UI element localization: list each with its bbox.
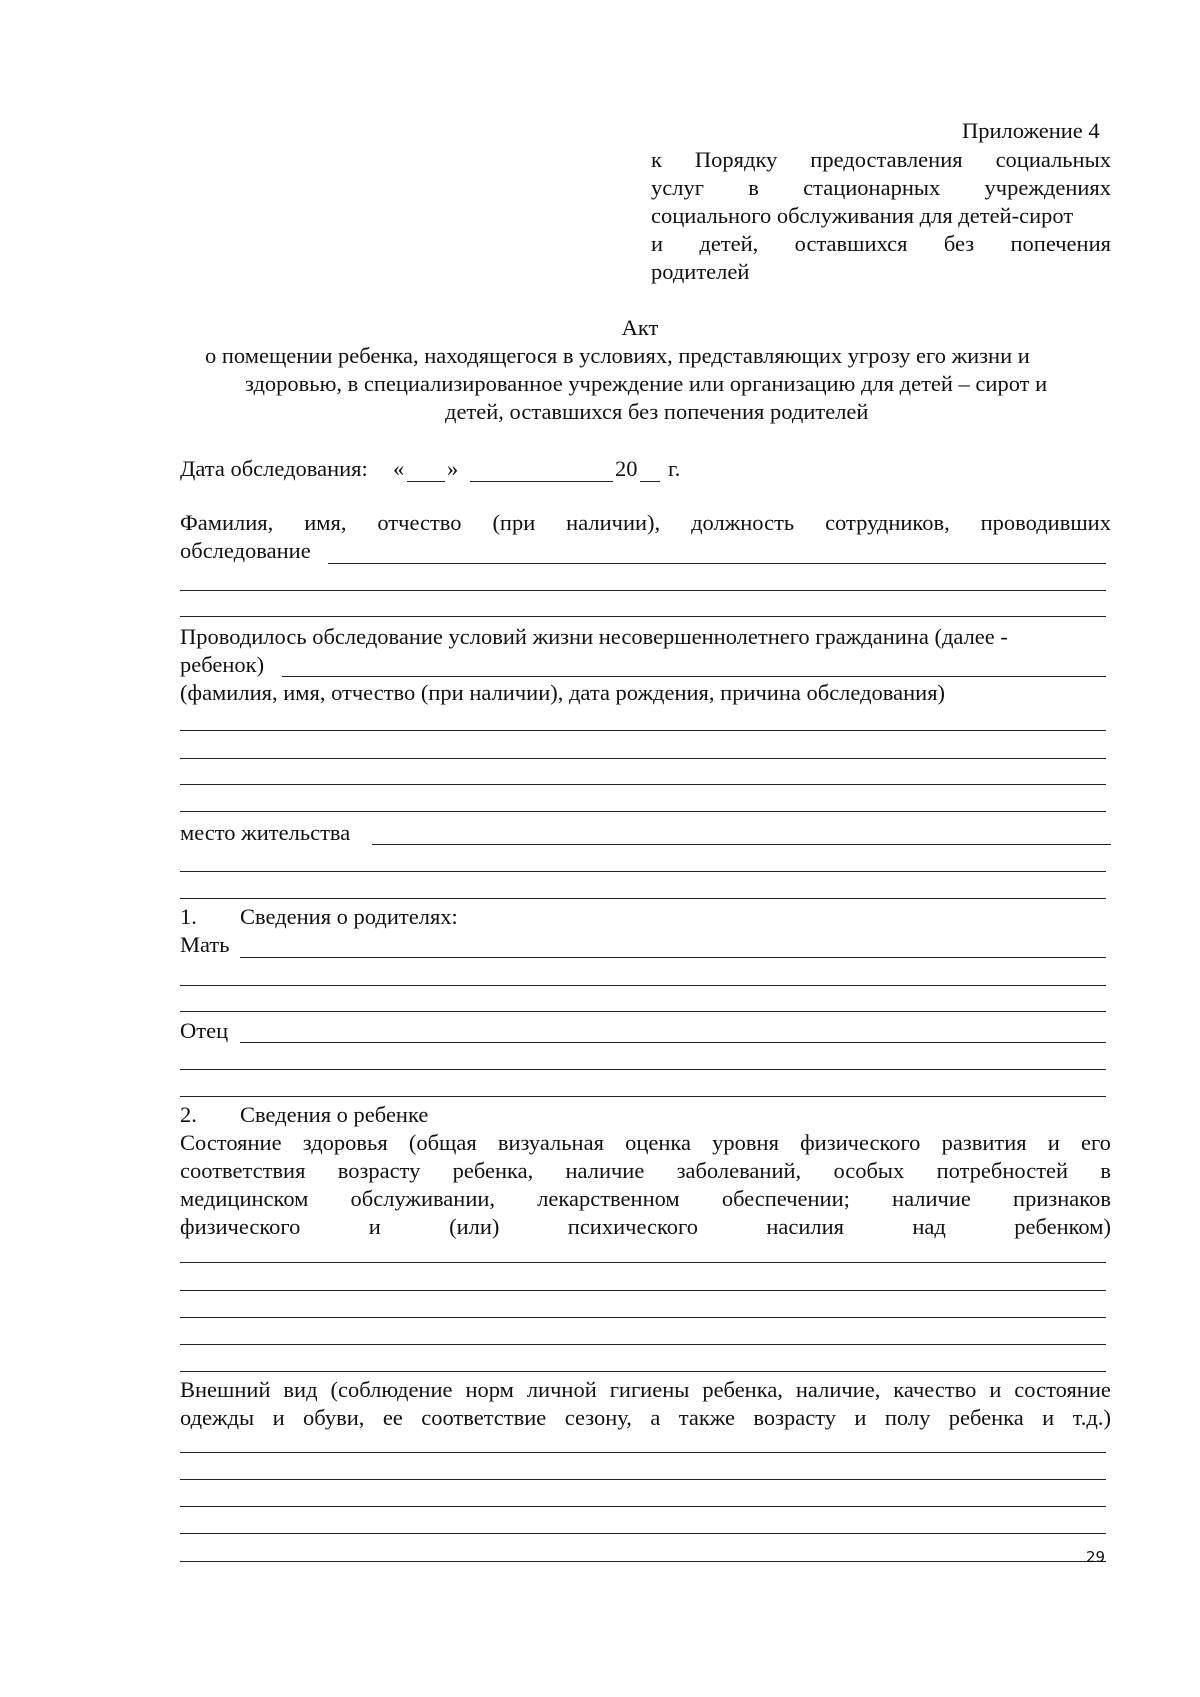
word: особых — [833, 1158, 905, 1183]
residence-blank[interactable] — [180, 898, 1106, 899]
staff-label-cont: обследование — [180, 538, 311, 563]
appearance-label — [180, 1379, 1111, 1402]
appendix-ref-line — [651, 233, 1111, 256]
child-hint: (фамилия, имя, отчество (при наличии), дата рождения, причина обследования) — [180, 680, 946, 705]
word: социальных — [995, 147, 1111, 172]
word: наличие, — [795, 1377, 881, 1402]
residence-blank[interactable] — [180, 871, 1106, 872]
page-number: 29 — [1086, 1548, 1106, 1566]
appendix-ref-line: родителей — [651, 259, 750, 284]
father-blank[interactable] — [240, 1042, 1106, 1043]
child-blank[interactable] — [180, 730, 1106, 731]
word: Фамилия, — [180, 510, 274, 535]
staff-blank[interactable] — [328, 563, 1106, 564]
word: развития — [941, 1130, 1027, 1155]
word: и — [1047, 1130, 1060, 1155]
month-blank[interactable] — [470, 481, 613, 482]
word: и — [989, 1377, 1002, 1402]
father-blank[interactable] — [180, 1069, 1106, 1070]
word: сотрудников, — [825, 510, 950, 535]
appearance-label — [180, 1407, 1111, 1430]
word: стационарных — [803, 175, 941, 200]
close-quote: » — [447, 456, 459, 481]
word: обслуживании, — [350, 1186, 496, 1211]
health-label — [180, 1188, 1111, 1211]
word: без — [943, 231, 975, 256]
word: проводивших — [980, 510, 1111, 535]
word: потребностей — [936, 1158, 1069, 1183]
word: (соблюдение — [330, 1377, 453, 1402]
residence-blank[interactable] — [372, 844, 1111, 845]
word: отчество — [377, 510, 462, 535]
child-label: Проводилось обследование условий жизни несовершеннолетнего гражданина (далее - — [180, 624, 1008, 649]
document-subtitle: о помещении ребенка, находящегося в условиях, представляющих угрозу его жизни и — [205, 343, 1030, 368]
word: вид — [283, 1377, 318, 1402]
word: медицинском — [180, 1186, 309, 1211]
word: здоровья — [302, 1130, 388, 1155]
word: и — [368, 1214, 381, 1239]
word: обуви, — [303, 1405, 365, 1430]
word: ребенка, — [702, 1377, 783, 1402]
mother-blank[interactable] — [180, 1011, 1106, 1012]
appendix-ref-line — [651, 177, 1111, 200]
word: признаков — [1013, 1186, 1111, 1211]
word: предоставления — [810, 147, 963, 172]
word: обеспечении; — [721, 1186, 850, 1211]
child-blank[interactable] — [180, 784, 1106, 785]
health-label — [180, 1160, 1111, 1183]
word: личной — [526, 1377, 597, 1402]
word: и — [272, 1405, 285, 1430]
word: и — [651, 231, 664, 256]
word: ребенка — [948, 1405, 1024, 1430]
word: к — [651, 147, 662, 172]
appendix-number: Приложение 4 — [962, 118, 1100, 143]
word: наличие — [565, 1158, 645, 1183]
word: т.д.) — [1072, 1405, 1111, 1430]
health-blank[interactable] — [180, 1344, 1106, 1345]
word: сезону, — [564, 1405, 632, 1430]
staff-label — [180, 512, 1111, 535]
appearance-blank[interactable] — [180, 1506, 1106, 1507]
health-blank[interactable] — [180, 1262, 1106, 1263]
word: одежды — [180, 1405, 255, 1430]
word: качество — [893, 1377, 977, 1402]
word: (общая — [408, 1130, 477, 1155]
word: Состояние — [180, 1130, 282, 1155]
staff-blank[interactable] — [180, 616, 1106, 617]
word: ребенка, — [452, 1158, 534, 1183]
child-blank[interactable] — [180, 811, 1106, 812]
word: лекарственном — [537, 1186, 680, 1211]
word: соответствие — [421, 1405, 547, 1430]
word: и — [854, 1405, 867, 1430]
word: возрасту — [753, 1405, 837, 1430]
child-label-cont: ребенок) — [180, 652, 265, 677]
year-blank[interactable] — [640, 481, 660, 482]
word: а — [650, 1405, 661, 1430]
mother-blank[interactable] — [180, 985, 1106, 986]
word: Внешний — [180, 1377, 271, 1402]
word: (при — [492, 510, 536, 535]
appearance-blank[interactable] — [180, 1452, 1106, 1453]
word: над — [912, 1214, 946, 1239]
word: психического — [567, 1214, 698, 1239]
child-blank[interactable] — [180, 758, 1106, 759]
section-number: 2. — [180, 1102, 197, 1127]
word: (или) — [449, 1214, 500, 1239]
word: в — [1100, 1158, 1111, 1183]
father-blank[interactable] — [180, 1096, 1106, 1097]
section-title: Сведения о ребенке — [240, 1102, 429, 1127]
word: уровня — [712, 1130, 779, 1155]
word: состояние — [1014, 1377, 1111, 1402]
word: имя, — [304, 510, 347, 535]
word: Порядку — [694, 147, 778, 172]
document-subtitle: здоровью, в специализированное учреждение или организацию для детей – сирот и — [245, 371, 1048, 396]
day-blank[interactable] — [407, 481, 445, 482]
appendix-ref-line: социального обслуживания для детей-сирот — [651, 203, 1074, 228]
word: должность — [691, 510, 795, 535]
word: визуальная — [497, 1130, 604, 1155]
staff-blank[interactable] — [180, 590, 1106, 591]
word: возрасту — [337, 1158, 421, 1183]
health-label — [180, 1132, 1111, 1155]
word: наличии), — [566, 510, 661, 535]
section-number: 1. — [180, 904, 197, 929]
appearance-blank[interactable] — [180, 1561, 1106, 1562]
word: полу — [884, 1405, 931, 1430]
word: заболеваний, — [676, 1158, 802, 1183]
year-suffix: г. — [668, 456, 681, 481]
word: детей, — [699, 231, 759, 256]
residence-label: место жительства — [180, 820, 351, 845]
mother-label: Мать — [180, 932, 230, 957]
word: в — [748, 175, 759, 200]
word: услуг — [651, 175, 704, 200]
word: соответствия — [180, 1158, 306, 1183]
document-title: Акт — [621, 315, 659, 340]
word: физического — [180, 1214, 301, 1239]
appearance-blank[interactable] — [180, 1479, 1106, 1480]
word: наличие — [892, 1186, 971, 1211]
year-prefix: 20 — [615, 456, 638, 481]
section-title: Сведения о родителях: — [240, 904, 458, 929]
health-blank[interactable] — [180, 1290, 1106, 1291]
child-blank[interactable] — [282, 676, 1106, 677]
health-label — [180, 1216, 1111, 1239]
word: физического — [800, 1130, 921, 1155]
word: оценка — [625, 1130, 691, 1155]
date-label: Дата обследования: — [180, 456, 368, 481]
word: его — [1080, 1130, 1111, 1155]
mother-blank[interactable] — [240, 957, 1106, 958]
father-label: Отец — [180, 1018, 229, 1043]
health-blank[interactable] — [180, 1371, 1106, 1372]
appendix-ref-line — [651, 149, 1111, 172]
health-blank[interactable] — [180, 1317, 1106, 1318]
word: учреждениях — [984, 175, 1111, 200]
word: попечения — [1010, 231, 1111, 256]
word: ее — [382, 1405, 403, 1430]
word: норм — [465, 1377, 514, 1402]
word: гигиены — [609, 1377, 690, 1402]
open-quote: « — [393, 456, 405, 481]
document-subtitle: детей, оставшихся без попечения родителей — [445, 399, 869, 424]
word: насилия — [766, 1214, 844, 1239]
appearance-blank[interactable] — [180, 1533, 1106, 1534]
word: оставшихся — [794, 231, 908, 256]
word: ребенком) — [1014, 1214, 1111, 1239]
word: и — [1042, 1405, 1055, 1430]
word: также — [678, 1405, 735, 1430]
